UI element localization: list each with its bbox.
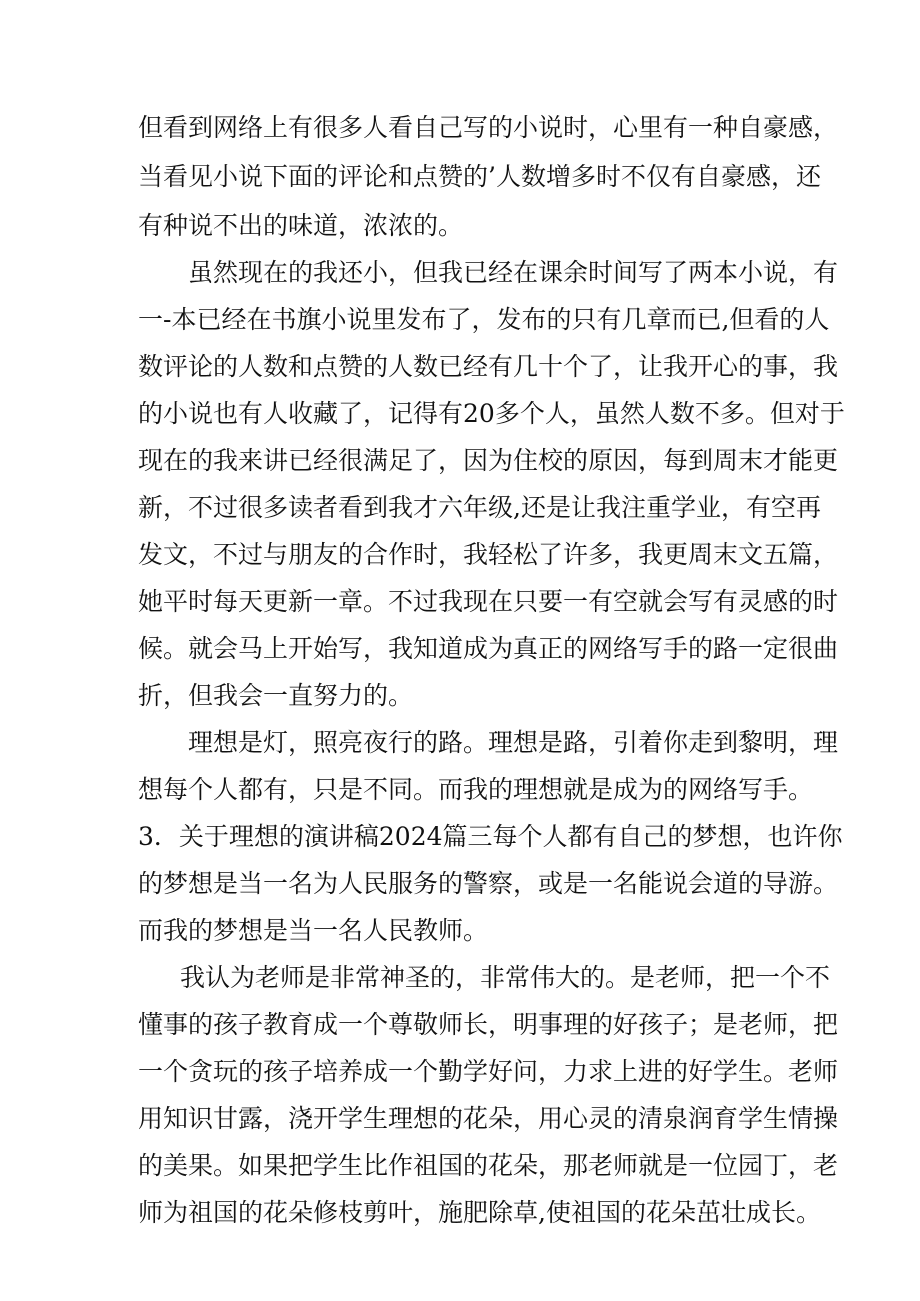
text-line: 她平时每天更新一章。不过我现在只要一有空就会写有灵感的时 (138, 587, 839, 616)
text-line: 当看见小说下面的评论和点赞的’人数增多时不仅有自豪感，还 (138, 162, 821, 191)
text-line: 师为祖国的花朵修枝剪叶，施肥除草,使祖国的花朵茁壮成长。 (138, 1198, 821, 1227)
text-line: 3．关于理想的演讲稿2024篇三每个人都有自己的梦想，也许你 (138, 822, 843, 851)
text-line: 的美果。如果把学生比作祖国的花朵，那老师就是一位园丁，老 (138, 1151, 839, 1180)
text-line: 的梦想是当一名为人民服务的警察，或是一名能说会道的导游。 (138, 869, 839, 898)
text-line: 候。就会马上开始写，我知道成为真正的网络写手的路一定很曲 (138, 634, 839, 663)
text-line: 想每个人都有，只是不同。而我的理想就是成为的网络写手。 (138, 775, 814, 804)
text-line: 一-本已经在书旗小说里发布了，发布的只有几章而已,但看的人 (138, 305, 830, 334)
text-line: 有种说不出的味道，浓浓的。 (138, 211, 464, 240)
text-line: 理想是灯，照亮夜行的路。理想是路，引着你走到黎明，理 (188, 728, 839, 757)
text-line: 我认为老师是非常神圣的，非常伟大的。是老师，把一个不 (180, 963, 831, 992)
text-line: 发文，不过与朋友的合作时，我轻松了许多，我更周末文五篇， (138, 540, 839, 569)
text-line: 一个贪玩的孩子培养成一个勤学好问，力求上进的好学生。老师 (138, 1057, 839, 1086)
text-line: 用知识甘露，浇开学生理想的花朵，用心灵的清泉润育学生情操 (138, 1104, 839, 1133)
text-line: 现在的我来讲已经很满足了，因为住校的原因，每到周末才能更 (138, 446, 839, 475)
text-line: 虽然现在的我还小，但我已经在课余时间写了两本小说，有 (188, 258, 839, 287)
text-line: 但看到网络上有很多人看自己写的小说时，心里有一种自豪感， (138, 113, 839, 142)
text-line: 懂事的孩子教育成一个尊敬师长，明事理的好孩子；是老师，把 (138, 1010, 839, 1039)
text-line: 数评论的人数和点赞的人数已经有几十个了，让我开心的事，我 (138, 352, 839, 381)
text-line: 折，但我会一直努力的。 (138, 681, 414, 710)
text-line: 而我的梦想是当一名人民教师。 (138, 916, 489, 945)
text-line: 新，不过很多读者看到我才六年级,还是让我注重学业，有空再 (138, 493, 821, 522)
text-line: 的小说也有人收藏了，记得有20多个人，虽然人数不多。但对于 (138, 399, 845, 428)
